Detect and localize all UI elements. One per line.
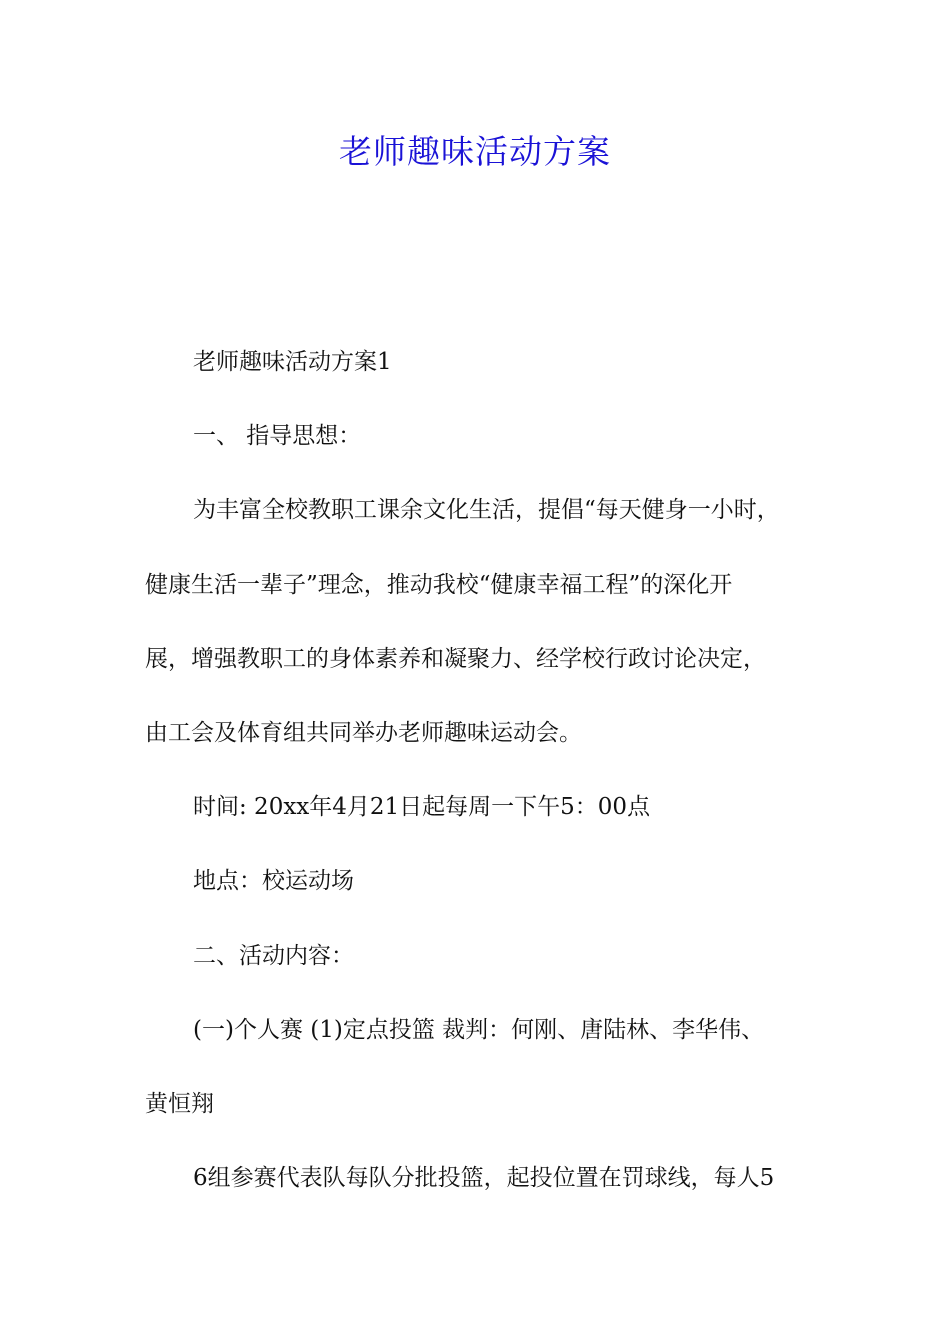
subsection-heading: 二、活动内容： bbox=[193, 943, 354, 969]
paragraph-line: 6组参赛代表队每队分批投篮，起投位置在罚球线，每人5 bbox=[193, 1165, 775, 1191]
location-line: 地点：校运动场 bbox=[193, 868, 354, 894]
paragraph-line: 为丰富全校教职工课余文化生活，提倡“每天健身一小时， bbox=[193, 497, 780, 523]
subsection-heading: 一、 指导思想： bbox=[193, 423, 362, 449]
time-line: 时间: 20xx年4月21日起每周一下午5：00点 bbox=[193, 794, 651, 820]
paragraph-line: (一)个人赛 (1)定点投篮 裁判：何刚、唐陆林、李华伟、 bbox=[193, 1017, 765, 1043]
document-title: 老师趣味活动方案 bbox=[339, 132, 611, 171]
paragraph-line: 由工会及体育组共同举办老师趣味运动会。 bbox=[145, 720, 582, 746]
paragraph-line: 展，增强教职工的身体素养和凝聚力、经学校行政讨论决定， bbox=[145, 646, 766, 672]
paragraph-line: 健康生活一辈子”理念，推动我校“健康幸福工程”的深化开 bbox=[145, 572, 733, 598]
paragraph-line: 黄恒翔 bbox=[145, 1091, 214, 1117]
section-heading: 老师趣味活动方案1 bbox=[193, 349, 392, 375]
